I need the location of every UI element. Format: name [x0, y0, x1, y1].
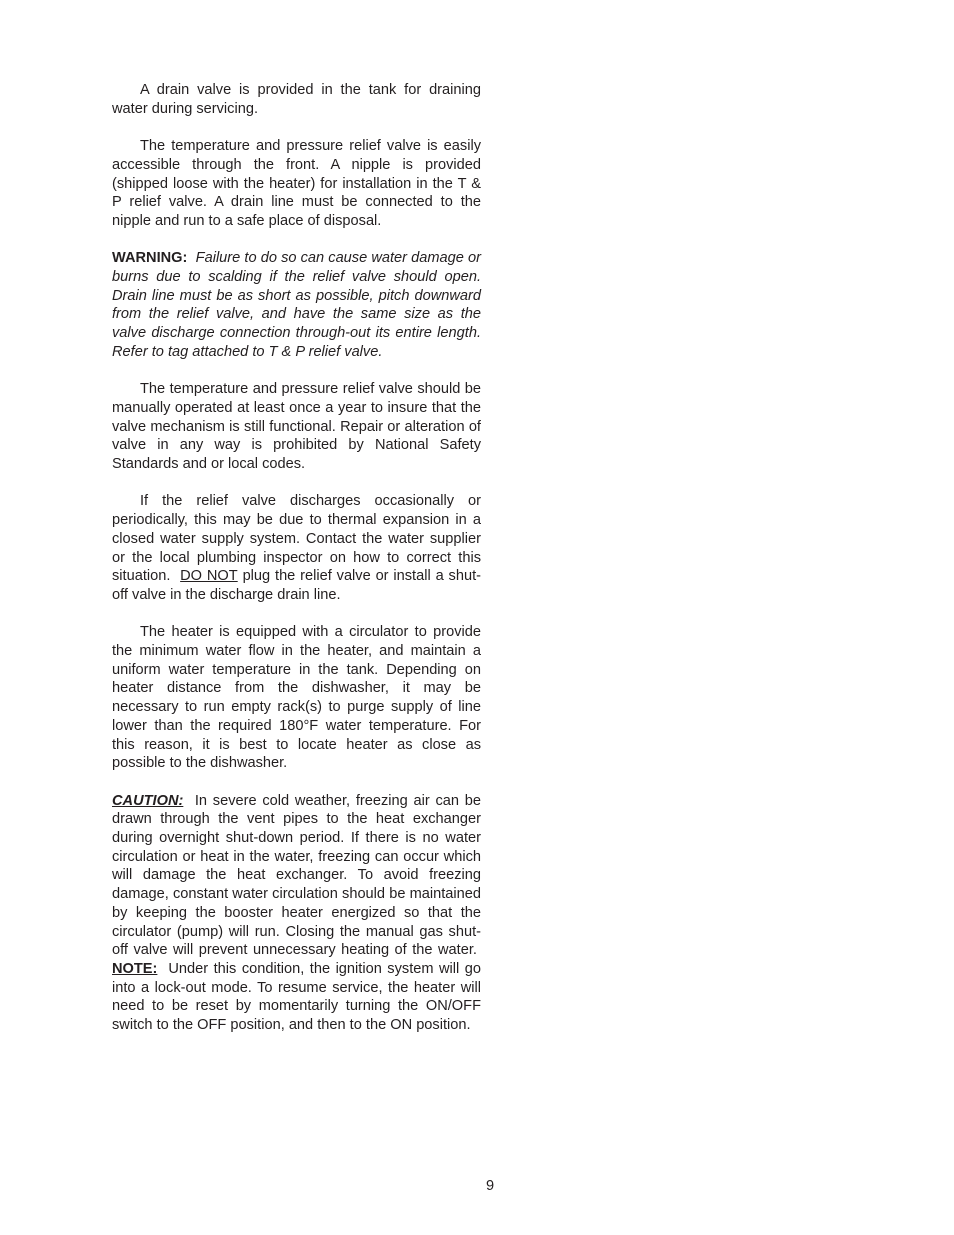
warning-paragraph	[112, 249, 481, 361]
note-label: NOTE:	[112, 960, 158, 977]
warning-text: Failure to do so can cause water damage or burns due to scalding if the relief valve should open. Drain line must be as short as possible, pitch downward from the relief valve, and have the same size as the valve discharge connection through-out its entire length. Refer to tag attached to T & P relief valve.	[112, 250, 481, 360]
discharge-text-after: plug the relief valve or install a shut-off valve in the discharge drain line.	[112, 568, 481, 603]
page-number: 9	[485, 1178, 495, 1194]
warning-label: WARNING:	[112, 250, 188, 267]
caution-text: In severe cold weather, freezing air can be drawn through the vent pipes to the heat exchanger during overnight shut-down period. If there is no water circulation or heat in the water, freezing can occur which will damage the heat exchanger. To avoid freezing damage, constant water circulation should be maintained by keeping the booster heater energized so that the circulator (pump) will run. Closing the manual gas shut-off valve will prevent unnecessary heating of the water.	[112, 792, 482, 959]
text-column	[112, 81, 481, 1053]
discharge-text-before: If the relief valve discharges occasionally or periodically, this may be due to thermal expansion in a closed water supply system. Contact the water supplier or the local plumbing inspector on how to correct this situation.	[112, 493, 481, 585]
caution-label: CAUTION:	[112, 792, 184, 809]
manual-operation-paragraph: The temperature and pressure relief valve should be manually operated at least once a year to insure that the valve mechanism is still functional. Repair or alteration of valve in any way is prohibited by National Safety Standards and or local codes.	[112, 381, 481, 473]
do-not-emphasis: DO NOT	[180, 568, 238, 585]
note-text: Under this condition, the ignition system will go into a lock-out mode. To resume service, the heater will need to be reset by momentarily turning the ON/OFF switch to the OFF position, and then to the ON position.	[112, 960, 481, 1034]
caution-paragraph	[112, 792, 481, 1035]
relief-valve-paragraph: The temperature and pressure relief valve is easily accessible through the front. A nipple is provided (shipped loose with the heater) for installation in the T & P relief valve. A drain line must be connected to the nipple and run to a safe place of disposal.	[112, 138, 481, 229]
circulator-paragraph: The heater is equipped with a circulator to provide the minimum water flow in the heater, and maintain a uniform water temperature in the tank. Depending on heater distance from the dishwasher, it may be necessary to run empty rack(s) to purge supply of line lower than the required 180°F water temperature. For this reason, it is best to locate heater as close as possible to the dishwasher.	[112, 624, 481, 772]
drain-valve-paragraph: A drain valve is provided in the tank for draining water during servicing.	[112, 82, 481, 117]
discharge-paragraph	[112, 492, 481, 604]
